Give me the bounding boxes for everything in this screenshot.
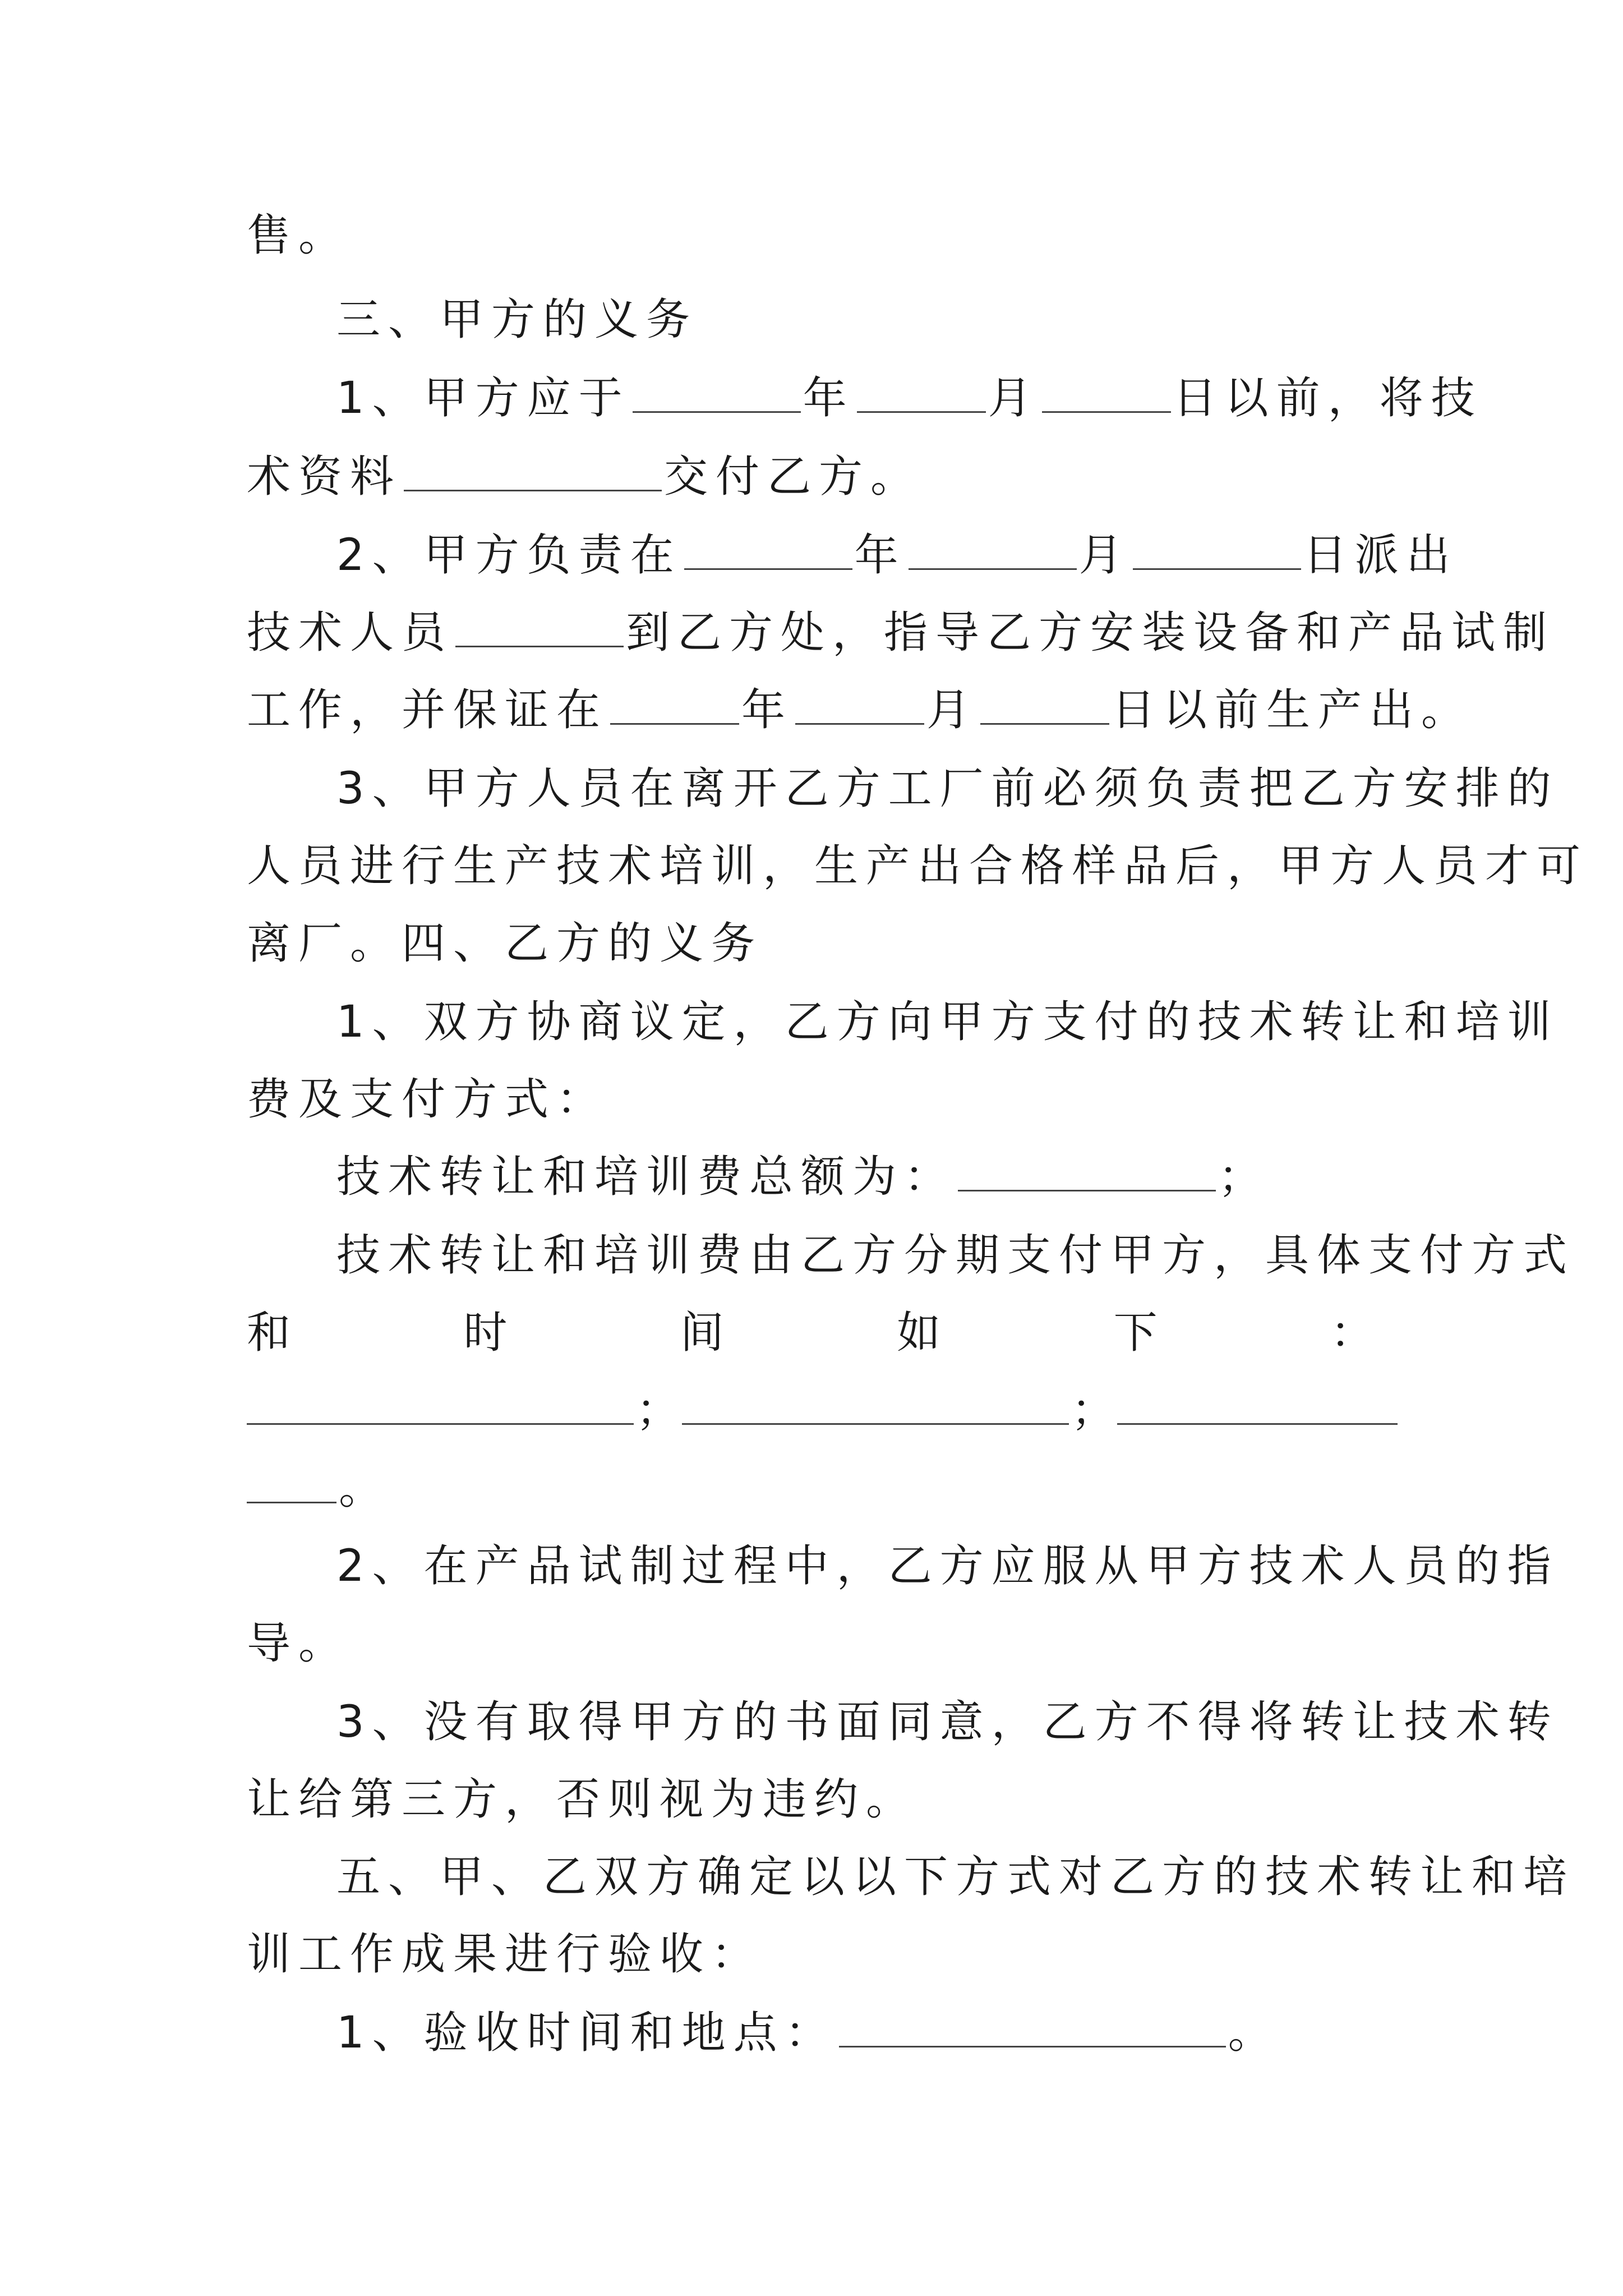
line-text: 年 xyxy=(803,373,855,424)
line-text: ； xyxy=(1071,1385,1115,1435)
text-line xyxy=(247,449,1374,505)
text-line xyxy=(247,915,1374,972)
line-text: ； xyxy=(636,1385,680,1435)
blank-month xyxy=(795,688,924,725)
line-text: 技术转让和培训费由乙方分期支付甲方，具体支付方式 xyxy=(336,1230,1575,1281)
line-text: 2、在产品试制过程中，乙方应服从甲方技术人员的指 xyxy=(336,1541,1559,1591)
text-line xyxy=(247,1071,1374,1128)
line-text: 1、双方协商议定，乙方向甲方支付的技术转让和培训 xyxy=(336,997,1559,1047)
line-text: 月 xyxy=(988,373,1040,424)
line-text: 费及支付方式： xyxy=(247,1074,608,1125)
text-line xyxy=(336,370,1483,426)
line-text: 让给第三方，否则视为违约。 xyxy=(247,1774,918,1825)
blank-month xyxy=(857,376,986,413)
line-text: 导。 xyxy=(247,1618,351,1669)
line-text: 人员进行生产技术培训，生产出合格样品后，甲方人员才可 xyxy=(247,841,1589,891)
char: 时 xyxy=(463,1308,508,1358)
text-line xyxy=(336,761,1559,817)
char: 间 xyxy=(680,1308,724,1358)
line-text: 年 xyxy=(741,685,794,735)
char: 如 xyxy=(897,1308,941,1358)
line-text: 日以前，将技 xyxy=(1173,373,1483,424)
line-text: 3、没有取得甲方的书面同意，乙方不得将转让技术转 xyxy=(336,1697,1559,1747)
text-line xyxy=(247,1461,1374,1517)
blank-year xyxy=(633,376,801,413)
line-text: 1、验收时间和地点： xyxy=(336,2008,837,2058)
text-line xyxy=(336,1694,1559,1750)
blank-year xyxy=(610,688,739,725)
char: ： xyxy=(1330,1308,1374,1358)
line-text: 月 xyxy=(926,685,979,735)
text-line xyxy=(247,838,1589,894)
line-text: 交付乙方。 xyxy=(664,452,923,502)
section-heading-3 xyxy=(336,292,1374,348)
blank-year xyxy=(684,533,852,570)
blank-month xyxy=(909,533,1077,570)
text-line xyxy=(247,208,1374,264)
line-text: 1、甲方应于 xyxy=(336,373,630,424)
section-heading-5 xyxy=(336,1849,1575,1905)
blank-day xyxy=(980,688,1109,725)
text-line xyxy=(247,682,1473,738)
text-line xyxy=(336,994,1559,1050)
line-text: 日以前生产出。 xyxy=(1112,685,1473,735)
line-text: 离厂。四、乙方的义务 xyxy=(247,918,763,969)
line-text: 3、甲方人员在离开乙方工厂前必须负责把乙方安排的 xyxy=(336,763,1559,814)
blank-day xyxy=(1133,533,1301,570)
text-line xyxy=(247,605,1555,661)
line-text: 术资料 xyxy=(247,452,402,502)
line-text: ； xyxy=(1218,1152,1270,1202)
blank-acceptance-time-place xyxy=(839,2011,1226,2047)
line-text: 到乙方处，指导乙方安装设备和产品试制 xyxy=(626,608,1555,658)
char: 下 xyxy=(1113,1308,1158,1358)
blank-payment-1 xyxy=(247,1388,634,1425)
line-text: 工作，并保证在 xyxy=(247,685,608,735)
text-line-justified xyxy=(247,1305,1374,1361)
line-text: 。 xyxy=(1228,2008,1280,2058)
blank-payment-3 xyxy=(1117,1388,1398,1425)
blank-tech-docs xyxy=(404,455,662,491)
line-text: 五、甲、乙双方确定以以下方式对乙方的技术转让和培 xyxy=(336,1852,1575,1902)
text-line xyxy=(336,1538,1559,1594)
blank-personnel xyxy=(455,611,624,647)
line-text: 售。 xyxy=(247,210,351,261)
text-line xyxy=(247,1616,1374,1672)
blank-total-fee xyxy=(958,1155,1216,1191)
text-line xyxy=(336,527,1458,583)
line-text: 技术转让和培训费总额为： xyxy=(336,1152,956,1202)
text-line xyxy=(247,1382,1374,1438)
line-text: 2、甲方负责在 xyxy=(336,530,682,581)
text-line xyxy=(336,1149,1374,1205)
line-text: 日派出 xyxy=(1303,530,1458,581)
blank-payment-3-cont xyxy=(247,1467,336,1503)
text-line xyxy=(247,1926,1374,1982)
text-line xyxy=(247,1772,1374,1828)
line-text: 训工作成果进行验收： xyxy=(247,1929,763,1980)
text-line xyxy=(336,2005,1374,2061)
text-line xyxy=(336,1227,1575,1283)
line-text: 技术人员 xyxy=(247,608,454,658)
char: 和 xyxy=(247,1308,291,1358)
line-text: 年 xyxy=(854,530,906,581)
line-text: 。 xyxy=(339,1464,383,1514)
line-text: 月 xyxy=(1078,530,1131,581)
blank-payment-2 xyxy=(682,1388,1069,1425)
blank-day xyxy=(1042,376,1171,413)
line-text: 三、甲方的义务 xyxy=(336,295,698,345)
